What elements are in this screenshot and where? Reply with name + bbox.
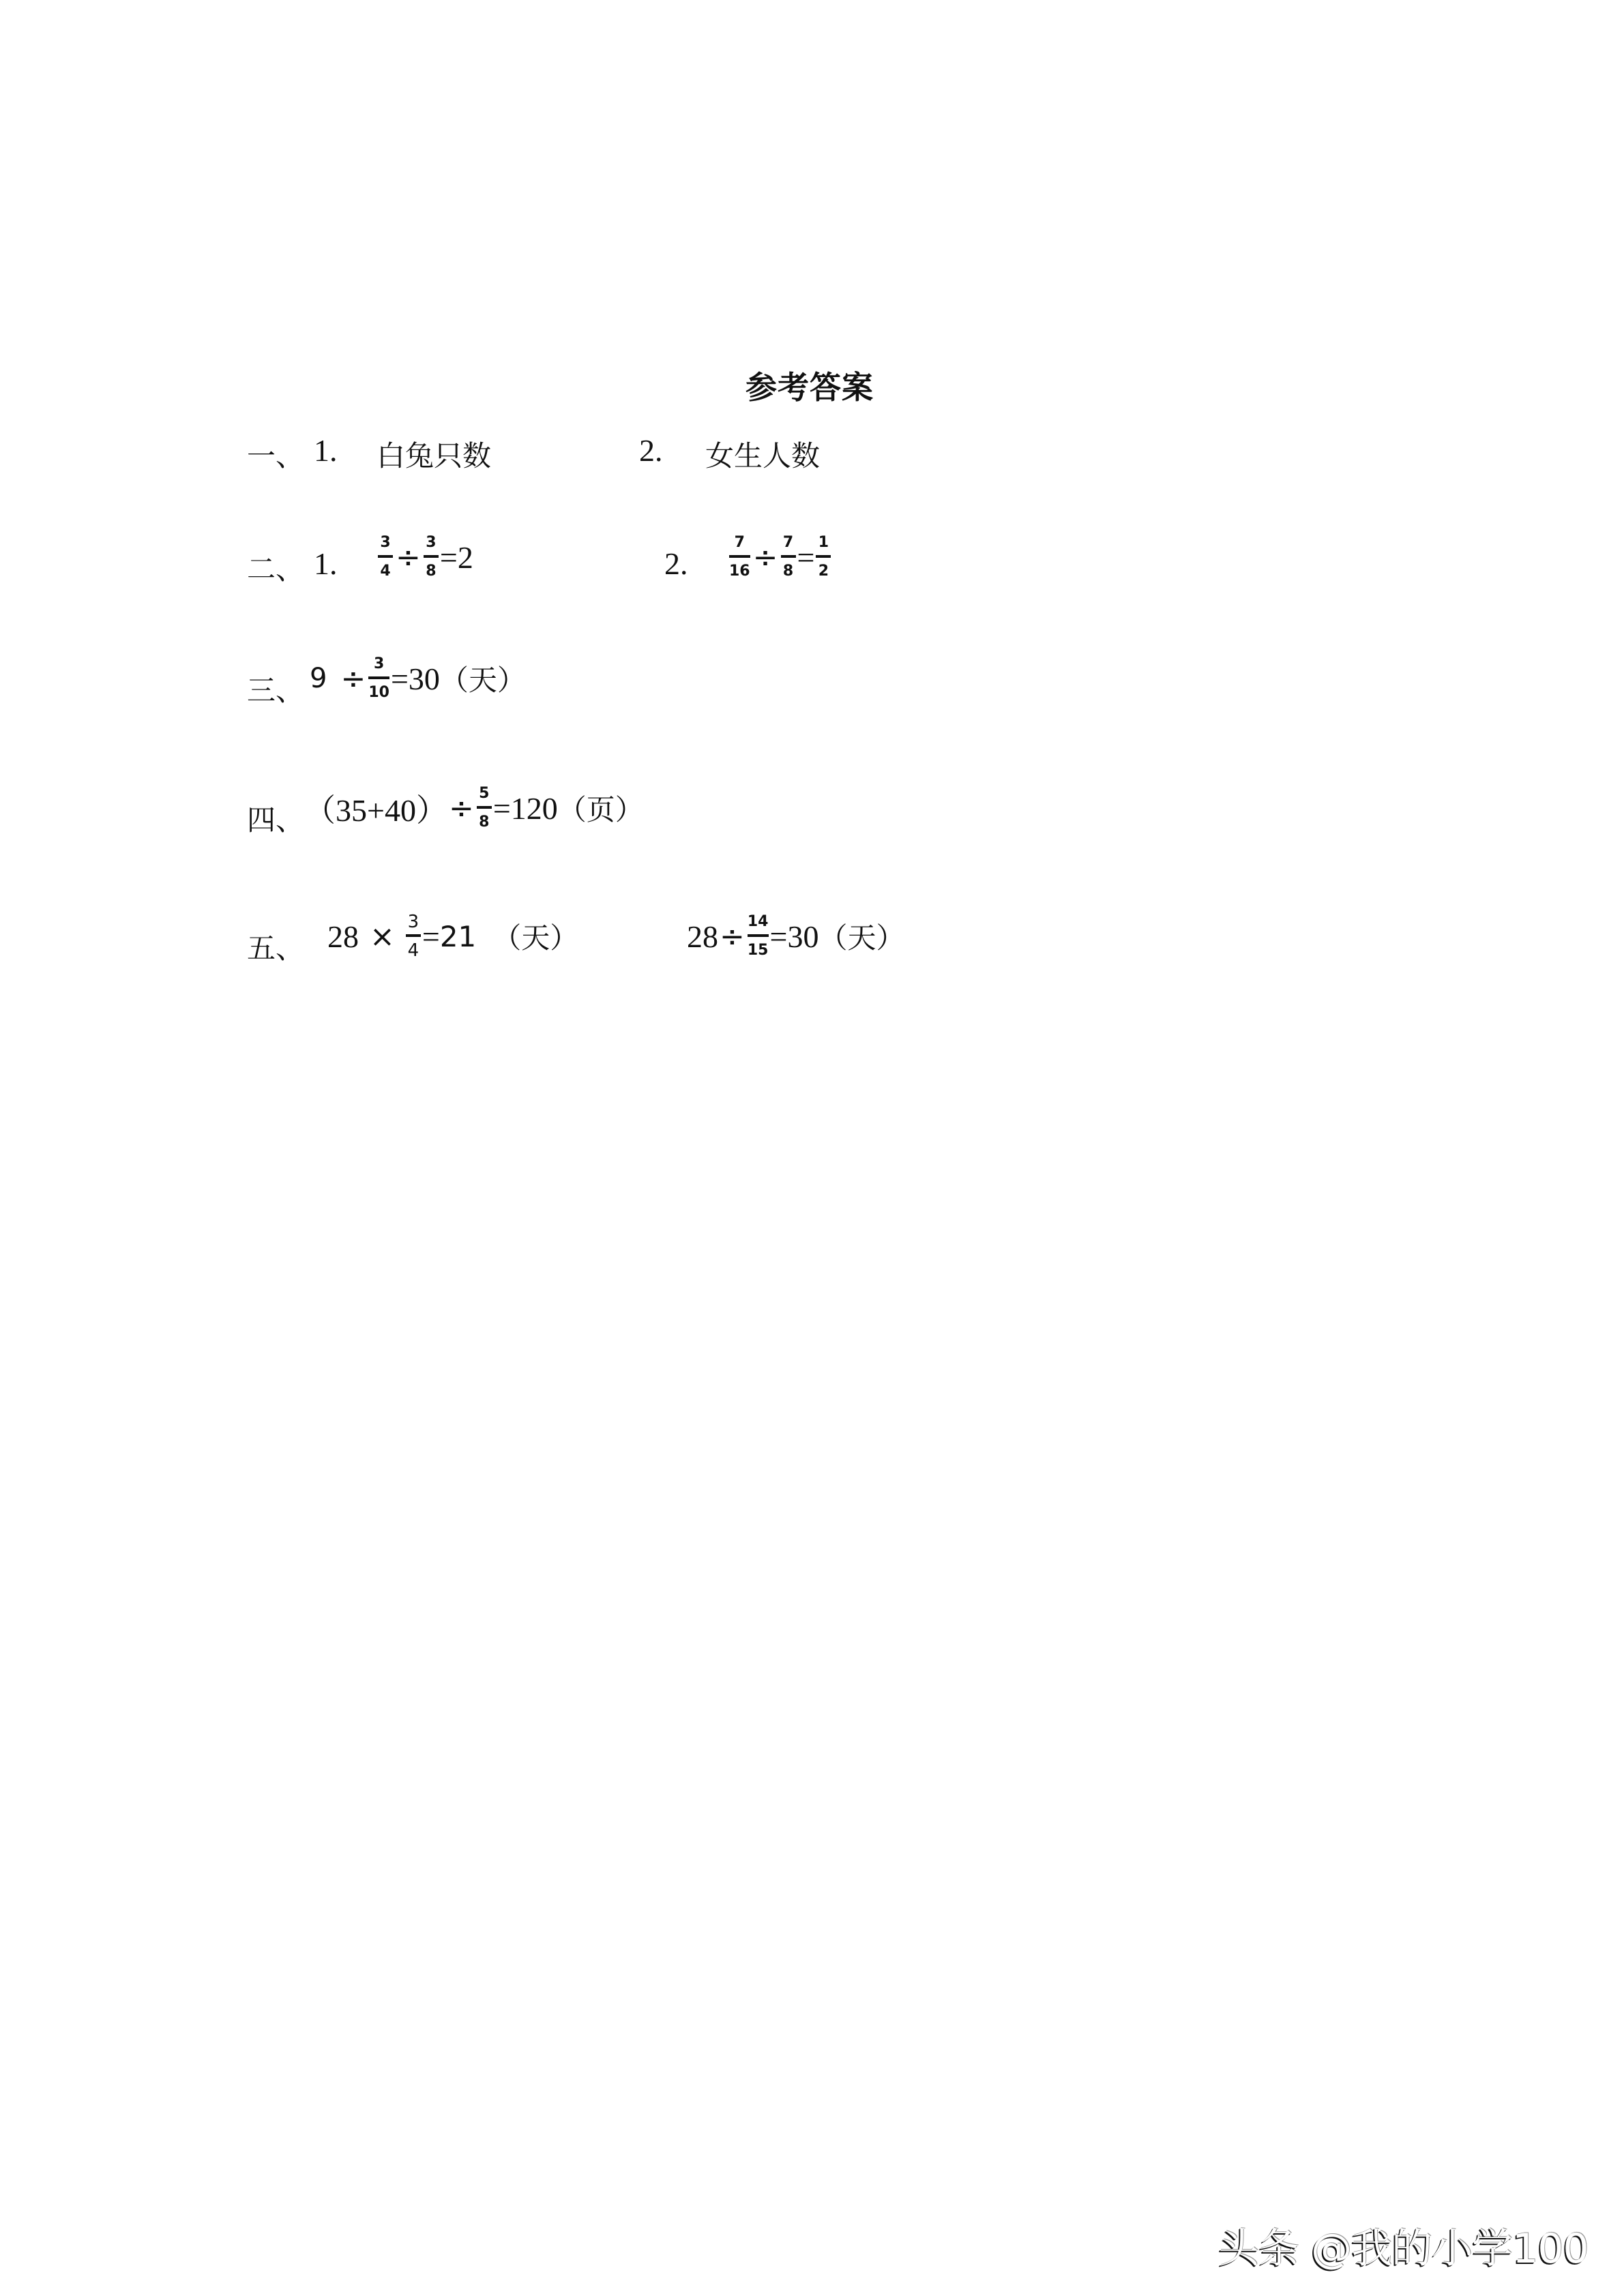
denominator: 16 (729, 563, 750, 580)
result: 21 (439, 919, 477, 953)
denominator: 4 (380, 563, 391, 580)
denominator: 4 (407, 940, 419, 961)
section-label: 五、 (247, 931, 305, 965)
fraction-bar (368, 676, 389, 679)
item-number: 2. (639, 433, 663, 468)
equals-sign: = (492, 790, 511, 826)
fraction-bar (406, 934, 421, 937)
equals-sign: = (422, 919, 440, 954)
fraction (378, 535, 393, 580)
section-label: 三、 (247, 674, 305, 707)
numerator: 7 (734, 534, 745, 551)
numerator: 1 (818, 534, 829, 551)
item-number: 1. (314, 433, 338, 468)
denominator: 8 (426, 563, 437, 580)
equation (310, 656, 526, 701)
equation (304, 786, 644, 831)
watermark: 头条 @我的小学100 (1218, 2225, 1589, 2273)
denominator: 8 (479, 814, 490, 831)
numerator: 7 (782, 534, 794, 551)
lead-value: 28 (327, 919, 359, 954)
fraction (406, 914, 421, 959)
item-number: 1. (314, 546, 338, 581)
denominator: 15 (747, 942, 769, 959)
equation (687, 914, 904, 959)
lead-value: 9 (310, 663, 327, 694)
fraction-bar (781, 555, 796, 558)
result: 2 (457, 539, 473, 575)
result: 30 (408, 661, 440, 696)
lead-value: （35+40） (304, 793, 447, 828)
unit: （天） (439, 664, 526, 697)
numerator: 3 (426, 534, 437, 551)
equals-sign: = (797, 539, 815, 575)
fraction (729, 535, 750, 580)
result: 120 (510, 790, 558, 826)
result-fraction (816, 535, 831, 580)
divide-operator: ÷ (720, 919, 745, 954)
equation (377, 535, 473, 580)
multiply-operator: × (370, 919, 395, 954)
numerator: 3 (407, 912, 419, 932)
equals-sign: = (439, 539, 458, 575)
result: 30 (787, 919, 819, 954)
section-label: 一、 (247, 439, 305, 473)
numerator: 3 (373, 655, 385, 672)
fraction-bar (424, 555, 439, 558)
equation (728, 535, 832, 580)
section-label: 四、 (247, 803, 305, 837)
fraction-bar (729, 555, 750, 558)
fraction-bar (477, 806, 492, 809)
denominator: 8 (782, 563, 794, 580)
denominator: 2 (818, 563, 829, 580)
fraction-bar (378, 555, 393, 558)
equation (327, 914, 578, 959)
numerator: 3 (380, 534, 391, 551)
item-number: 2. (664, 546, 688, 581)
unit: （天） (818, 921, 905, 955)
divide-operator: ÷ (340, 661, 366, 696)
numerator: 14 (747, 913, 769, 930)
fraction (477, 786, 492, 831)
divide-operator: ÷ (448, 790, 474, 826)
page-title: 参考答案 (745, 369, 874, 406)
divide-operator: ÷ (396, 539, 421, 575)
numerator: 5 (479, 785, 490, 802)
denominator: 10 (368, 684, 389, 701)
fraction (424, 535, 439, 580)
divide-operator: ÷ (752, 539, 778, 575)
fraction (368, 656, 389, 701)
fraction (781, 535, 796, 580)
answer-text: 白兔只数 (377, 439, 492, 473)
equals-sign: = (769, 919, 788, 954)
fraction-bar (816, 555, 831, 558)
lead-value: 28 (687, 919, 718, 954)
fraction-bar (748, 934, 769, 937)
equals-sign: = (390, 661, 409, 696)
unit: （天） (492, 921, 579, 955)
unit: （页） (557, 793, 644, 826)
answer-text: 女生人数 (705, 439, 821, 473)
section-label: 二、 (247, 552, 305, 586)
fraction (748, 914, 769, 959)
